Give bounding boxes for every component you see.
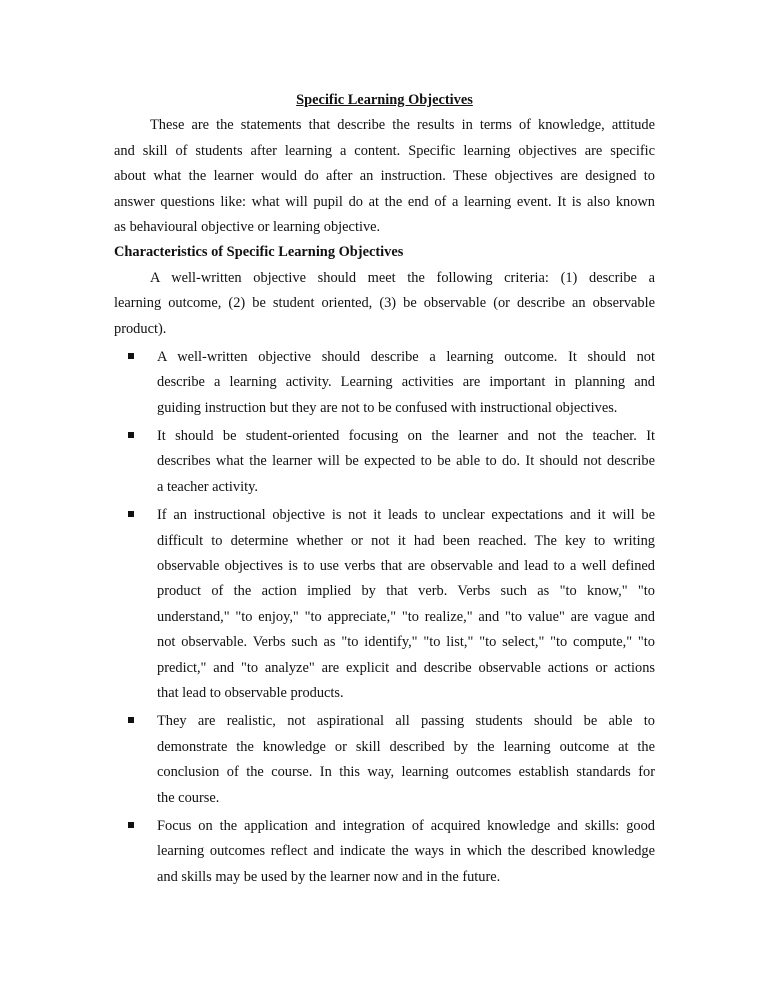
square-bullet-icon [128,432,134,438]
document-title: Specific Learning Objectives [296,92,473,108]
bullet-line: Focus on the application and integration of acquired knowledge and skills: good [157,817,655,834]
square-bullet-icon [128,511,134,517]
paragraph-line: A well-written objective should meet the following criteria: (1) describe a [150,269,655,286]
bullet-item [114,424,655,500]
paragraph-line: product). [114,320,167,337]
criteria-paragraph [114,266,655,342]
paragraph-line: about what the learner would do after an instruction. These objectives are designed to [114,168,655,185]
bullet-line: difficult to determine whether or not it had been reached. The key to writing [157,532,655,549]
bullet-line: understand," "to enjoy," "to appreciate," "to realize," and "to value" are vague and [157,608,655,625]
paragraph-line: as behavioural objective or learning objective. [114,218,381,235]
bullet-line: the course. [157,789,220,806]
bullet-line: product of the action implied by that verb. Verbs such as "to know," "to [157,583,655,600]
bullet-line: conclusion of the course. In this way, learning outcomes establish standards for [157,764,655,781]
bullet-line: that lead to observable products. [157,684,344,701]
square-bullet-icon [128,822,134,828]
document-page [114,88,655,890]
bullet-item [114,814,655,890]
section-heading: Characteristics of Specific Learning Objectives [114,244,404,261]
paragraph-line: learning outcome, (2) be student oriented, (3) be observable (or describe an observable [114,295,655,312]
intro-paragraph [114,113,655,240]
bullet-item [114,503,655,706]
paragraph-line: and skill of students after learning a content. Specific learning objectives are specific [114,142,655,159]
bullet-line: describes what the learner will be expected to be able to do. It should not describe [157,453,655,470]
bullet-item [114,709,655,811]
bullet-item [114,345,655,421]
bullet-line: A well-written objective should describe a learning outcome. It should not [157,348,655,365]
bullet-line: If an instructional objective is not it leads to unclear expectations and it will be [157,507,655,524]
bullet-line: describe a learning activity. Learning activities are important in planning and [157,374,655,391]
paragraph-line: These are the statements that describe the results in terms of knowledge, attitude [150,117,655,134]
bullet-line: not observable. Verbs such as "to identify," "to list," "to select," "to compute," "to [157,634,655,651]
bullet-line: It should be student-oriented focusing on the learner and not the teacher. It [157,428,655,445]
bullet-list [114,345,655,890]
bullet-line: guiding instruction but they are not to be confused with instructional objectives. [157,399,618,416]
bullet-line: and skills may be used by the learner now and in the future. [157,868,501,885]
bullet-line: observable objectives is to use verbs that are observable and lead to a well defined [157,558,655,575]
bullet-line: predict," and "to analyze" are explicit and describe observable actions or actions [157,659,655,676]
square-bullet-icon [128,353,134,359]
square-bullet-icon [128,717,134,723]
bullet-line: They are realistic, not aspirational all passing students should be able to [157,713,655,730]
bullet-line: learning outcomes reflect and indicate the ways in which the described knowledge [157,843,655,860]
paragraph-line: answer questions like: what will pupil do at the end of a learning event. It is also known [114,193,655,210]
bullet-line: demonstrate the knowledge or skill described by the learning outcome at the [157,738,655,755]
bullet-line: a teacher activity. [157,478,258,495]
